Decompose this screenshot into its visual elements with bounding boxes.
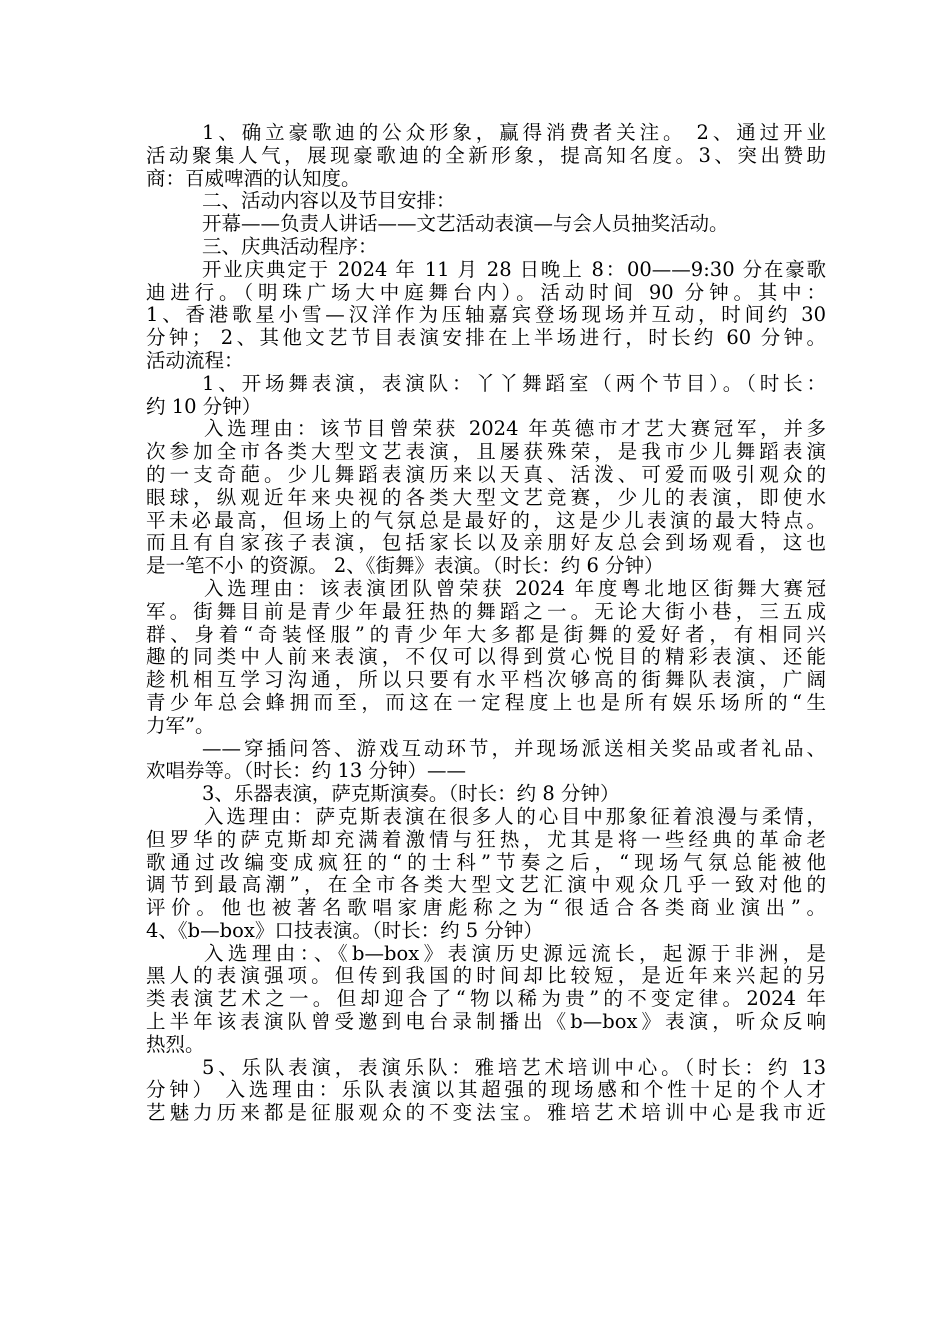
text-line: 1、确立豪歌迪的公众形象，赢得消费者关注。 2、通过开业: [202, 121, 826, 144]
text-line: 3、乐器表演，萨克斯演奏。（时长：约 8 分钟）: [202, 782, 620, 806]
text-line: 的一支奇葩。少儿舞蹈表演历来以天真、活泼、可爱而吸引观众的: [146, 462, 826, 486]
text-line: 是一笔不小 的资源。 2、《街舞》表演。（时长：约 6 分钟）: [146, 554, 664, 578]
text-line: 活动流程：: [146, 348, 244, 372]
text-line: 活动聚集人气，展现豪歌迪的全新形象，提高知名度。3、突出赞助: [146, 143, 826, 167]
text-line: 类表演艺术之一。但却迎合了“物以稀为贵”的不变定律。2024 年: [146, 987, 826, 1011]
text-line: 入选理由：萨克斯表演在很多人的心目中那象征着浪漫与柔情，: [204, 804, 826, 828]
text-line: 商：百威啤酒的认知度。: [146, 166, 361, 190]
text-line: 眼球，纵观近年来央视的各类大型文艺竞赛，少儿的表演，即使水: [146, 485, 826, 509]
text-line: 入选理由：该节目曾荣获 2024 年英德市才艺大赛冠军，并多: [204, 417, 826, 441]
text-line: 力军”。: [146, 713, 215, 737]
text-line: 1、开场舞表演，表演队：丫丫舞蹈室（两个节目）。（时长：: [202, 371, 826, 395]
text-line: 但罗华的萨克斯却充满着激情与狂热，尤其是将一些经典的革命老: [146, 827, 826, 851]
text-line: 艺魅力历来都是征服观众的不变法宝。雅培艺术培训中心是我市近: [146, 1101, 826, 1125]
text-line: 三、庆典活动程序：: [202, 234, 378, 258]
text-line: 上半年该表演队曾受邀到电台录制播出《b—box》表演，听众反响: [146, 1010, 826, 1034]
text-line: 分钟） 入选理由：乐队表演以其超强的现场感和个性十足的个人才: [146, 1078, 826, 1102]
text-line: 迪进行。（明珠广场大中庭舞台内）。活动时间 90 分钟。其中：: [146, 280, 826, 304]
document-body: [146, 122, 826, 1125]
text-line: 评价。他也被著名歌唱家唐彪称之为“很适合各类商业演出”。: [146, 896, 826, 920]
text-line: 分钟； 2、其他文艺节目表演安排在上半场进行，时长约 60 分钟。: [146, 326, 826, 350]
text-line: 青少年总会蜂拥而至，而这在一定程度上也是所有娱乐场所的“生: [146, 690, 826, 714]
text-line: 1、香港歌星小雪—汉洋作为压轴嘉宾登场现场并互动，时间约 30: [146, 303, 826, 327]
text-line: 欢唱券等。（时长：约 13 分钟）——: [146, 759, 466, 783]
text-line: 开业庆典定于 2024 年 11 月 28 日晚上 8：00——9:30 分在豪歌: [202, 257, 826, 281]
text-line: 热烈。: [146, 1032, 205, 1056]
text-line: 约 10 分钟）: [146, 394, 262, 418]
text-line: 军。街舞目前是青少年最狂热的舞蹈之一。无论大街小巷，三五成: [146, 599, 826, 623]
text-line: 开幕——负责人讲话——文艺活动表演—与会人员抽奖活动。: [202, 212, 729, 236]
text-line: 入选理由：该表演团队曾荣获 2024 年度粤北地区街舞大赛冠: [204, 576, 826, 600]
text-line: 黑人的表演强项。但传到我国的时间却比较短，是近年来兴起的另: [146, 964, 826, 988]
text-line: 歌通过改编变成疯狂的“的士科”节奏之后，“现场气氛总能被他: [146, 850, 826, 874]
text-line: 调节到最高潮”，在全市各类大型文艺汇演中观众几乎一致对他的: [146, 873, 826, 897]
text-line: 入选理由：、《b—box》表演历史源远流长，起源于非洲，是: [204, 941, 826, 965]
text-line: ——穿插问答、游戏互动环节，并现场派送相关奖品或者礼品、: [202, 736, 826, 760]
text-line: 二、活动内容以及节目安排：: [202, 189, 456, 213]
text-line: 5、乐队表演，表演乐队：雅培艺术培训中心。（时长：约 13: [202, 1055, 826, 1079]
text-line: 趁机相互学习沟通，所以只要有水平档次够高的街舞队表演，广阔: [146, 668, 826, 692]
text-line: 平未必最高，但场上的气氛总是最好的，这是少儿表演的最大特点。: [146, 508, 826, 532]
text-line: 趣的同类中人前来表演，不仅可以得到赏心悦目的精彩表演、还能: [146, 645, 826, 669]
text-line: 4、《b—box》口技表演。（时长：约 5 分钟）: [146, 918, 543, 942]
text-line: 群、身着“奇装怪服”的青少年大多都是街舞的爱好者，有相同兴: [146, 622, 826, 646]
text-line: 而且有自家孩子表演，包括家长以及亲朋好友总会到场观看，这也: [146, 531, 826, 555]
text-line: 次参加全市各类大型文艺表演，且屡获殊荣，是我市少儿舞蹈表演: [146, 440, 826, 464]
